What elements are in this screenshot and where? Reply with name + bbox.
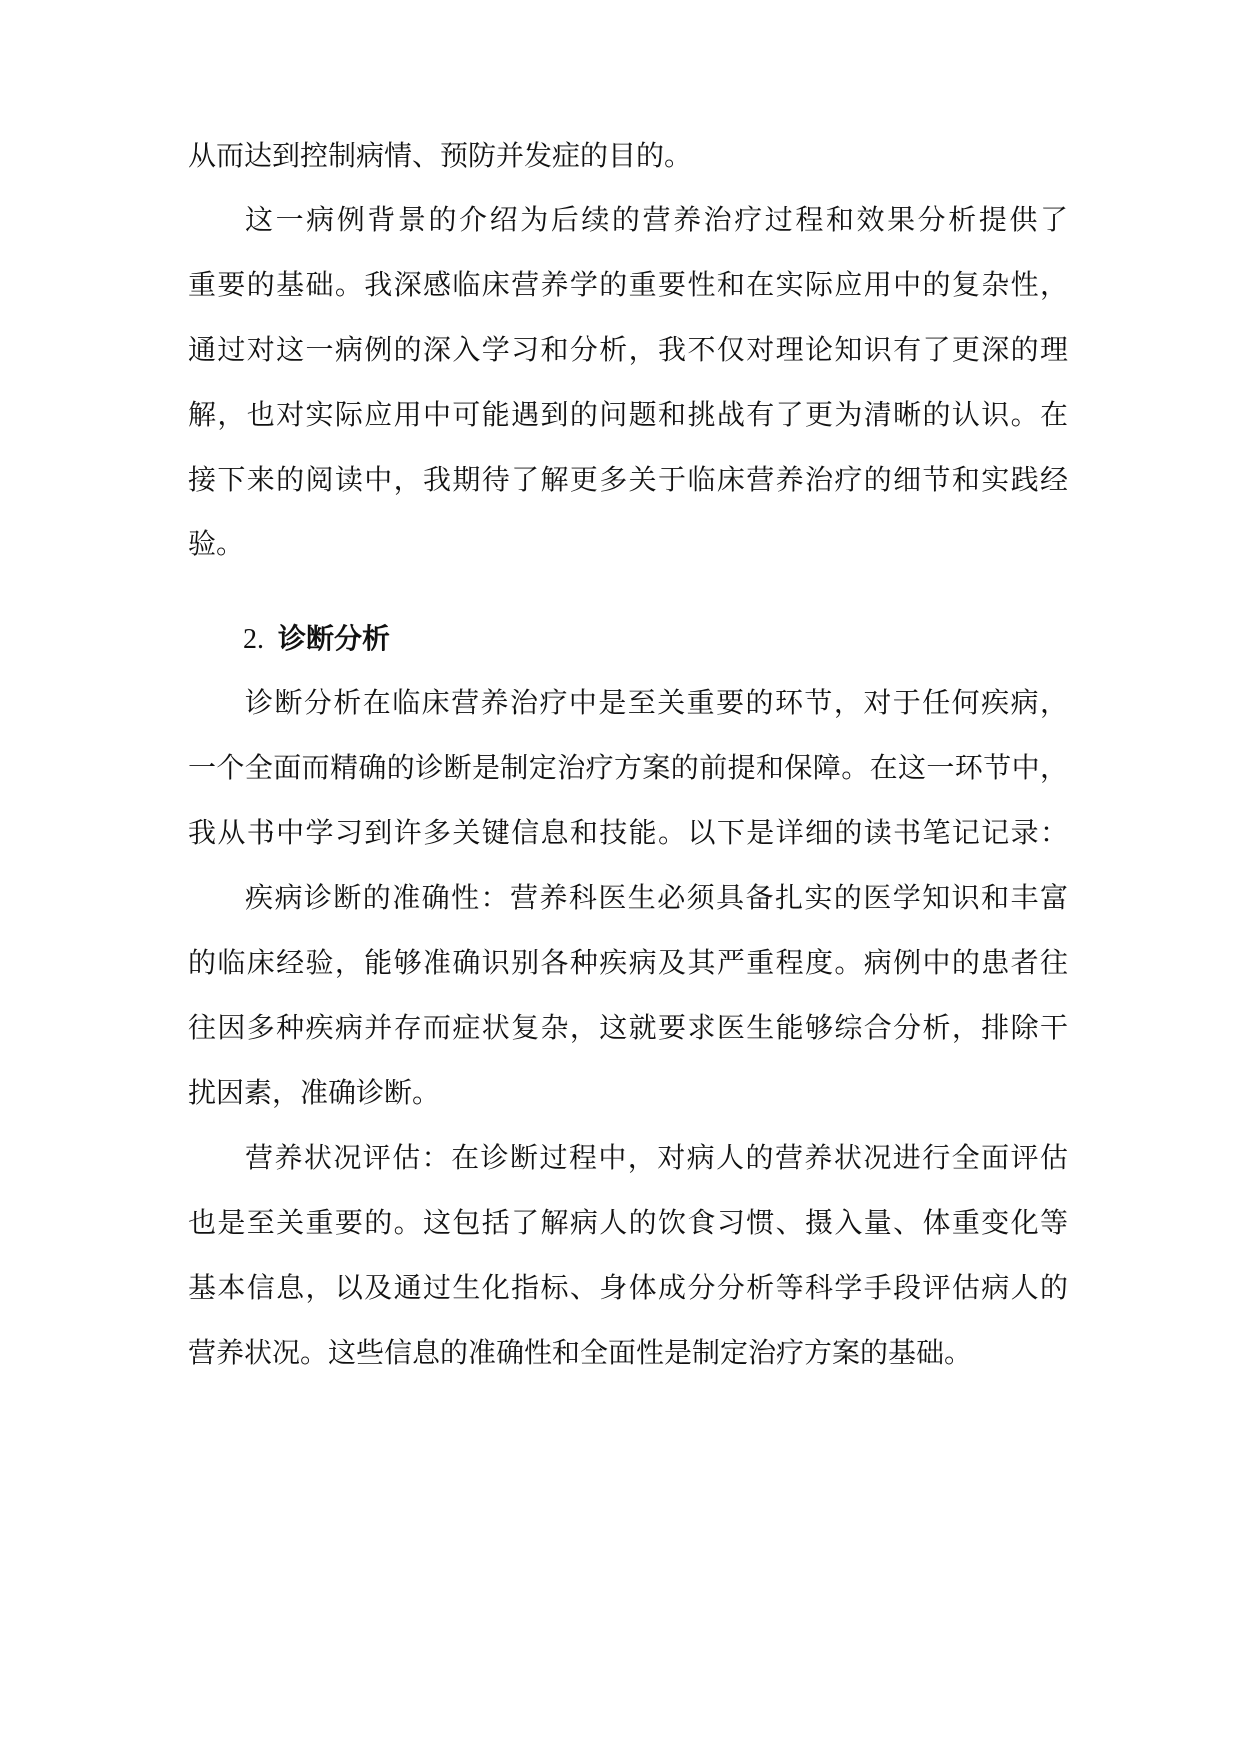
paragraph-line: 从而达到控制病情、预防并发症的目的。 <box>188 139 693 172</box>
paragraph-line: 接下来的阅读中，我期待了解更多关于临床营养治疗的细节和实践经 <box>188 463 1068 496</box>
paragraph-line: 诊断分析在临床营养治疗中是至关重要的环节，对于任何疾病， <box>245 686 1068 719</box>
paragraph-line: 营养状况评估：在诊断过程中，对病人的营养状况进行全面评估 <box>245 1141 1068 1174</box>
section-title: 诊断分析 <box>278 622 391 655</box>
paragraph-line: 往因多种疾病并存而症状复杂，这就要求医生能够综合分析，排除干 <box>188 1011 1068 1044</box>
paragraph-line: 我从书中学习到许多关键信息和技能。以下是详细的读书笔记记录： <box>188 816 1068 849</box>
paragraph-line: 的临床经验，能够准确识别各种疾病及其严重程度。病例中的患者往 <box>188 946 1068 979</box>
paragraph-line: 疾病诊断的准确性：营养科医生必须具备扎实的医学知识和丰富 <box>245 881 1068 914</box>
section-number: 2. <box>243 624 264 655</box>
paragraph-line: 营养状况。这些信息的准确性和全面性是制定治疗方案的基础。 <box>188 1336 973 1369</box>
paragraph-line: 一个全面而精确的诊断是制定治疗方案的前提和保障。在这一环节中， <box>188 751 1068 784</box>
paragraph-line: 验。 <box>188 527 245 560</box>
paragraph-line: 解，也对实际应用中可能遇到的问题和挑战有了更为清晰的认识。在 <box>188 398 1068 431</box>
paragraph-line: 基本信息，以及通过生化指标、身体成分分析等科学手段评估病人的 <box>188 1271 1068 1304</box>
section-heading <box>243 617 390 661</box>
paragraph-line: 这一病例背景的介绍为后续的营养治疗过程和效果分析提供了 <box>245 203 1068 236</box>
paragraph-line: 也是至关重要的。这包括了解病人的饮食习惯、摄入量、体重变化等 <box>188 1206 1068 1239</box>
paragraph-line: 扰因素，准确诊断。 <box>188 1076 441 1109</box>
paragraph-line: 通过对这一病例的深入学习和分析，我不仅对理论知识有了更深的理 <box>188 333 1068 366</box>
paragraph-line: 重要的基础。我深感临床营养学的重要性和在实际应用中的复杂性， <box>188 268 1068 301</box>
